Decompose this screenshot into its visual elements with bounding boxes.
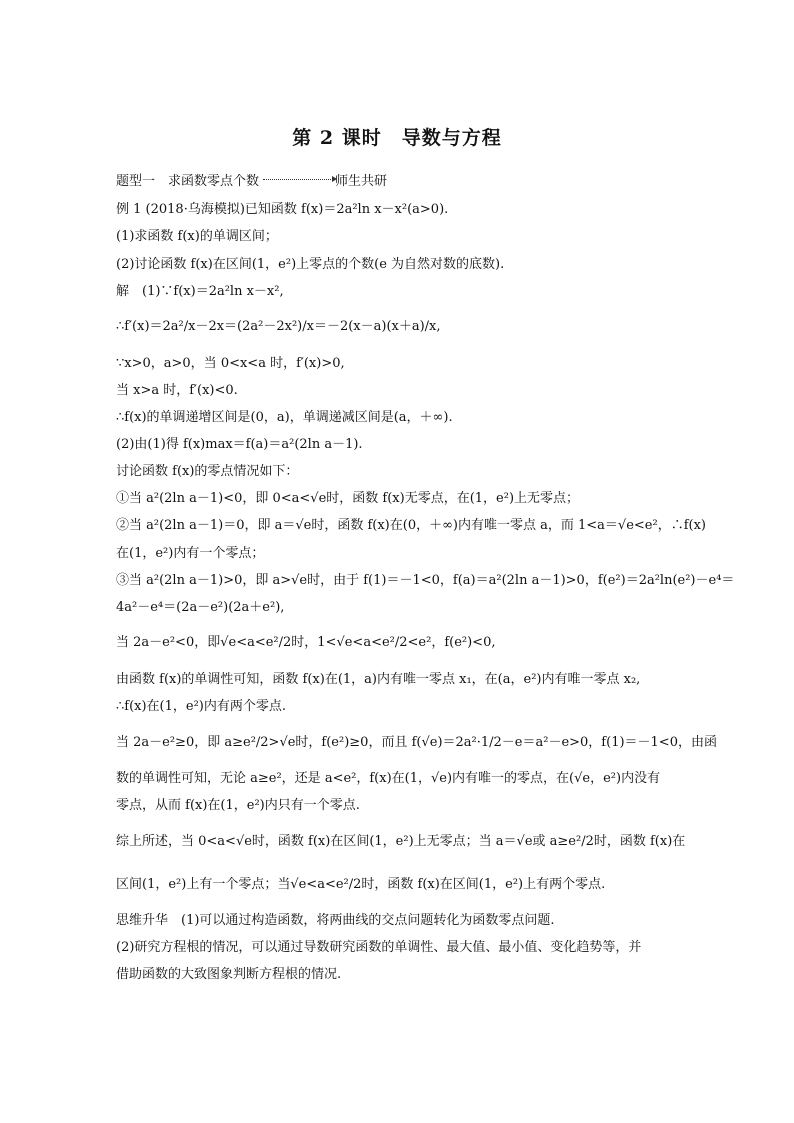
text-line: 综上所述，当 0<a<√e时，函数 f(x)在区间(1，e²)上无零点；当 a＝√e或 a≥e²/2时，函数 f(x)在 — [116, 834, 686, 849]
text-line: 讨论函数 f(x)的零点情况如下： — [116, 464, 299, 479]
section-tag: 师生共研 — [335, 174, 388, 189]
text-line: 零点，从而 f(x)在(1，e²)内只有一个零点. — [116, 798, 360, 813]
dotted-arrow-icon — [263, 179, 333, 180]
text-line: ∴f′(x)＝2a²/x－2x＝(2a²－2x²)/x＝－2(x－a)(x＋a)/x, — [116, 319, 441, 334]
section-label: 题型一 求函数零点个数 — [116, 174, 260, 189]
text-line: 当 x>a 时，f′(x)<0. — [116, 383, 238, 398]
text-line: 区间(1，e²)上有一个零点；当√e<a<e²/2时，函数 f(x)在区间(1，e²)上有两个零点. — [116, 877, 606, 892]
text-line: 例 1 (2018·乌海模拟)已知函数 f(x)＝2a²ln x－x²(a>0). — [116, 202, 449, 217]
text-line: (2)讨论函数 f(x)在区间(1，e²)上零点的个数(e 为自然对数的底数). — [116, 257, 505, 272]
text-line: ①当 a²(2ln a－1)<0，即 0<a<√e时，函数 f(x)无零点，在(1，e²)上无零点； — [116, 491, 580, 506]
text-line: (2)研究方程根的情况，可以通过导数研究函数的单调性、最大值、最小值、变化趋势等，并 — [116, 940, 642, 955]
section-header — [116, 173, 686, 191]
text-line: 在(1，e²)内有一个零点； — [116, 546, 265, 561]
text-line: 解 (1)∵f(x)＝2a²ln x－x², — [116, 284, 284, 299]
text-line: (1)求函数 f(x)的单调区间； — [116, 229, 278, 244]
text-line: 思维升华 (1)可以通过构造函数，将两曲线的交点问题转化为函数零点问题. — [116, 913, 555, 928]
text-line: 当 2a－e²≥0，即 a≥e²/2>√e时，f(e²)≥0，而且 f(√e)＝2a²·1/2－e＝a²－e>0，f(1)＝－1<0，由函 — [116, 735, 717, 750]
text-line: 借助函数的大致图象判断方程根的情况. — [116, 967, 342, 982]
text-line: (2)由(1)得 f(x)max＝f(a)＝a²(2ln a－1). — [116, 437, 363, 452]
text-line: 4a²－e⁴＝(2a－e²)(2a＋e²), — [116, 600, 285, 615]
text-line: ∵x>0，a>0，当 0<x<a 时，f′(x)>0, — [116, 356, 345, 371]
text-line: ∴f(x)的单调递增区间是(0，a)，单调递减区间是(a，＋∞). — [116, 410, 453, 425]
page-title: 第 2 课时 导数与方程 — [292, 127, 502, 149]
text-line: ②当 a²(2ln a－1)＝0，即 a＝√e时，函数 f(x)在(0，＋∞)内有唯一零点 a，而 1<a＝√e<e²，∴f(x) — [116, 518, 706, 533]
text-line: 由函数 f(x)的单调性可知，函数 f(x)在(1，a)内有唯一零点 x₁，在(a，e²)内有唯一零点 x₂, — [116, 672, 641, 687]
text-line: 当 2a－e²<0，即√e<a<e²/2时，1<√e<a<e²/2<e²，f(e²)<0, — [116, 635, 496, 650]
text-line: 数的单调性可知，无论 a≥e²，还是 a<e²，f(x)在(1，√e)内有唯一的零点，在(√e，e²)内没有 — [116, 771, 661, 786]
text-line: ③当 a²(2ln a－1)>0，即 a>√e时，由于 f(1)＝－1<0，f(a)＝a²(2ln a－1)>0，f(e²)＝2a²ln(e²)－e⁴＝ — [116, 573, 735, 588]
text-line: ∴f(x)在(1，e²)内有两个零点. — [116, 699, 287, 714]
